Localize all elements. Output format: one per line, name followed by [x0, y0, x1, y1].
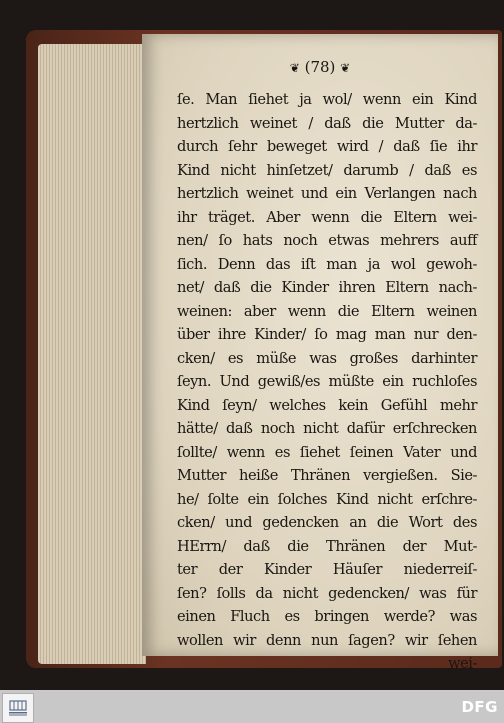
text-line: HErrn/ daß die Thränen der Mut-	[177, 537, 477, 555]
text-line: weinen: aber wenn die Eltern weinen	[177, 302, 477, 320]
text-line: ſollte/ wenn es ſiehet ſeinen Vater und	[177, 443, 477, 461]
library-logo[interactable]	[2, 693, 34, 723]
viewer-footer	[0, 690, 504, 723]
text-line: cken/ und gedencken an die Wort des	[177, 514, 477, 531]
text-line: wei-	[448, 655, 477, 672]
text-line: hätte/ daß noch nicht dafür erſchrecken	[177, 420, 477, 437]
text-line: durch ſehr beweget wird / daß ſie ihr	[177, 138, 477, 155]
fleuron-right-icon: ❦	[340, 61, 351, 75]
text-line: Kind nicht hinſetzet/ darumb / daß es	[177, 161, 477, 179]
text-line: ſeyn. Und gewiß/es müßte ein ruchloſes	[177, 373, 477, 390]
page-header	[142, 58, 498, 76]
page-number: (78)	[304, 58, 336, 76]
text-line: ter der Kinder Häuſer niederreiſ-	[177, 561, 477, 578]
text-line: hertzlich weinet und ein Verlangen nach	[177, 185, 477, 202]
page-edges	[38, 44, 146, 664]
dfg-logo: DFG	[461, 698, 498, 716]
text-line: cken/ es müße was großes darhinter	[177, 349, 477, 367]
text-line: ſe. Man ſiehet ja wol/ wenn ein Kind	[177, 91, 477, 108]
text-line: net/ daß die Kinder ihren Eltern nach-	[177, 279, 477, 296]
text-line: ſen? ſolls da nicht gedencken/ was für	[177, 584, 477, 602]
text-line: wollen wir denn nun ſagen? wir ſehen	[177, 631, 477, 649]
text-line: ihr träget. Aber wenn die Eltern wei-	[177, 208, 477, 226]
fleuron-left-icon: ❦	[289, 61, 300, 75]
text-line: nen/ ſo hats noch etwas mehrers auff	[177, 232, 477, 249]
text-line: hertzlich weinet / daß die Mutter da-	[177, 114, 477, 132]
library-logo-icon	[7, 699, 29, 717]
book-page	[142, 34, 498, 672]
text-line: he/ ſolte ein ſolches Kind nicht erſchre-	[177, 490, 477, 508]
body-text	[177, 88, 477, 676]
text-line: ſich. Denn das iſt man ja wol gewoh-	[177, 255, 477, 273]
text-line: Kind ſeyn/ welches kein Gefühl mehr	[177, 396, 477, 414]
text-line: Mutter heiße Thränen vergießen. Sie-	[177, 467, 477, 484]
text-line: über ihre Kinder/ ſo mag man nur den-	[177, 326, 477, 343]
text-line: einen Fluch es bringen werde? was	[177, 608, 477, 625]
